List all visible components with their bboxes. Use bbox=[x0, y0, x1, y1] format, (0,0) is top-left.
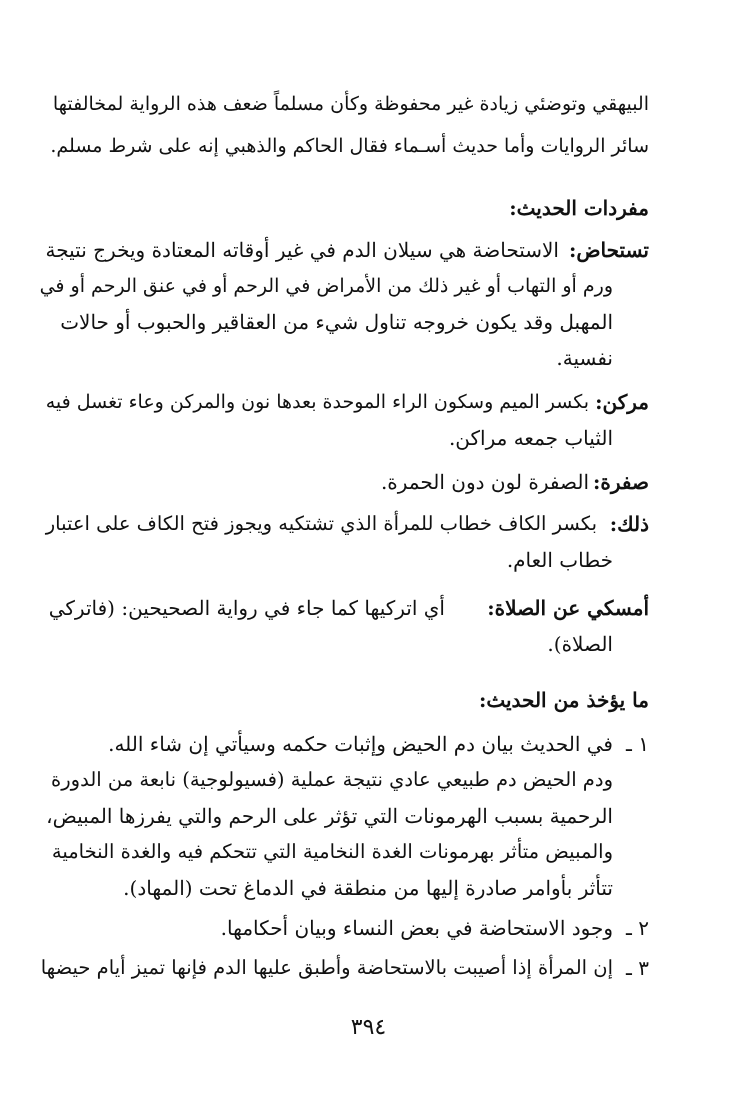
def-tastahad-line-2: ورم أو التهاب أو غير ذلك من الأمراض في الرحم أو في عنق الرحم أو في bbox=[39, 275, 613, 297]
term-tastahad: تستحاض: bbox=[568, 238, 649, 262]
def-tastahad-line-4: نفسية. bbox=[556, 346, 613, 370]
term-mirkan: مركن: bbox=[595, 390, 649, 414]
lessons-heading: ما يؤخذ من الحديث: bbox=[478, 688, 649, 712]
def-mirkan-line-1: بكسر الميم وسكون الراء الموحدة بعدها نون والمركن وعاء تغسل فيه bbox=[45, 391, 589, 413]
lesson-3-number: ٣ ـ bbox=[626, 956, 649, 980]
term-amsiki: أمسكي عن الصلاة: bbox=[487, 596, 649, 620]
lesson-1-line-1: في الحديث بيان دم الحيض وإثبات حكمه وسيأتي إن شاء الله. bbox=[108, 732, 613, 756]
vocab-heading: مفردات الحديث: bbox=[509, 196, 649, 220]
lesson-3-line-1: إن المرأة إذا أصيبت بالاستحاضة وأطبق عليها الدم فإنها تميز أيام حيضها bbox=[40, 956, 613, 979]
intro-line-1: البيهقي وتوضئي زيادة غير محفوظة وكأن مسلماً ضعف هذه الرواية لمخالفتها bbox=[52, 93, 649, 115]
page-number: ٣٩٤ bbox=[350, 1015, 387, 1040]
term-sufra: صفرة: bbox=[593, 470, 649, 494]
def-amsiki-line-1: أي اتركيها كما جاء في رواية الصحيحين: (فاتركي bbox=[48, 596, 445, 620]
lesson-2-line-1: وجود الاستحاضة في بعض النساء وبيان أحكامها. bbox=[220, 916, 613, 940]
lesson-2-number: ٢ ـ bbox=[626, 916, 649, 940]
def-dhalik-line-1: بكسر الكاف خطاب للمرأة الذي تشتكيه ويجوز فتح الكاف على اعتبار bbox=[45, 512, 597, 535]
def-tastahad-line-1: الاستحاضة هي سيلان الدم في غير أوقاته المعتادة ويخرج نتيجة bbox=[45, 238, 559, 262]
def-dhalik-line-2: خطاب العام. bbox=[506, 548, 613, 572]
def-amsiki-line-2: الصلاة). bbox=[547, 632, 613, 656]
intro-line-2: سائر الروايات وأما حديث أسـماء فقال الحاكم والذهبي إنه على شرط مسلم. bbox=[50, 135, 649, 157]
term-dhalik: ذلك: bbox=[609, 512, 649, 536]
def-mirkan-line-2: الثياب جمعه مراكن. bbox=[448, 426, 613, 450]
lesson-1-line-5: تتأثر بأوامر صادرة إليها من منطقة في الدماغ تحت (المهاد). bbox=[123, 876, 613, 900]
lesson-1-line-3: الرحمية بسبب الهرمونات التي تؤثر على الرحم والتي يفرزها المبيض، bbox=[46, 804, 613, 828]
lesson-1-number: ١ ـ bbox=[626, 732, 649, 756]
def-tastahad-line-3: المهبل وقد يكون خروجه تناول شيء من العقاقير والحبوب أو حالات bbox=[60, 310, 613, 334]
def-sufra-line-1: الصفرة لون دون الحمرة. bbox=[380, 470, 589, 494]
lesson-1-line-4: والمبيض متأثر بهرمونات الغدة النخامية التي تتحكم فيه والغدة النخامية bbox=[51, 840, 613, 863]
lesson-1-line-2: ودم الحيض دم طبيعي عادي نتيجة عملية (فسيولوجية) نابعة من الدورة bbox=[51, 768, 613, 791]
